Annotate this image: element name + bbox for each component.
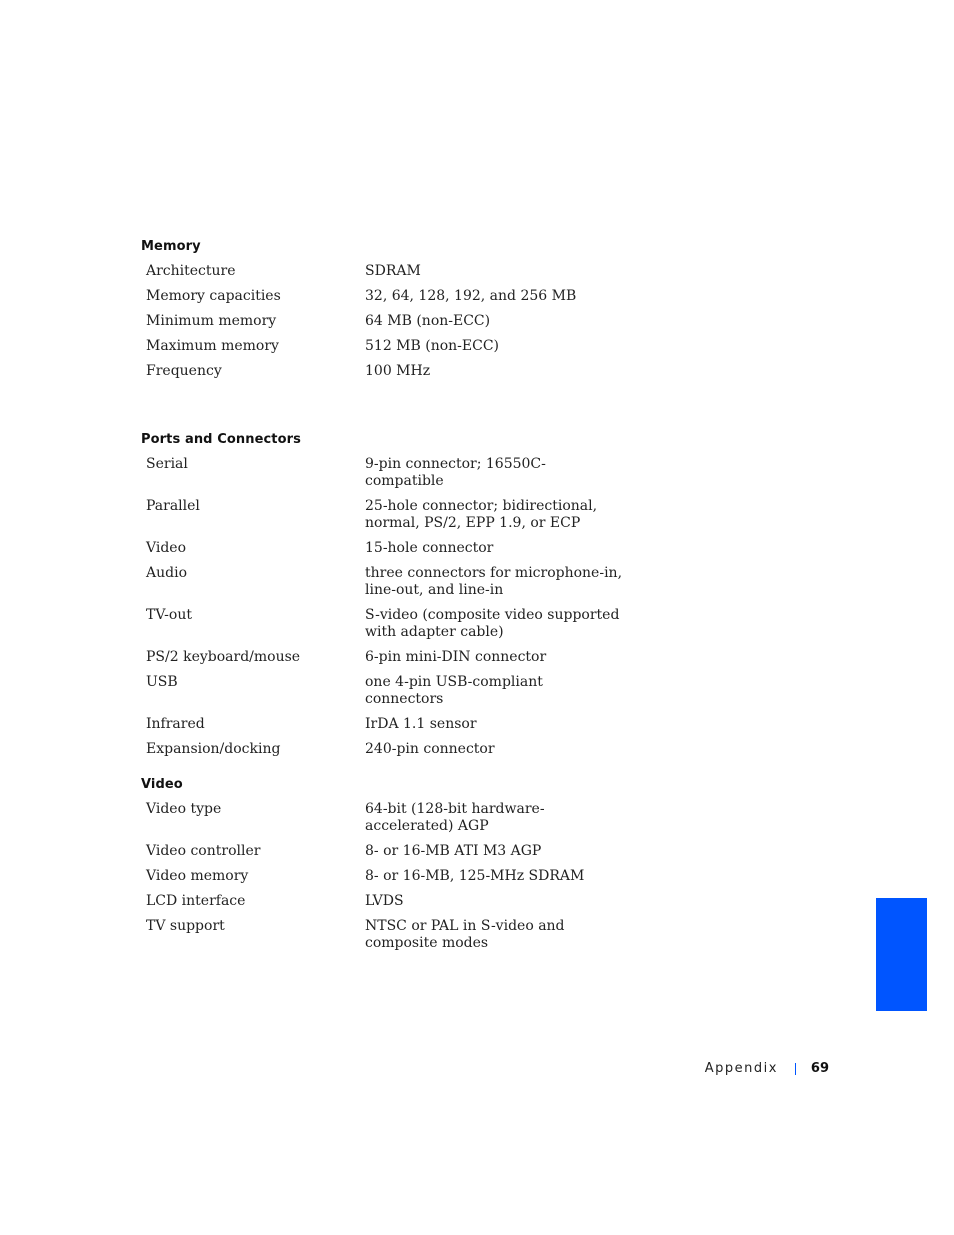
spec-label: PS/2 keyboard/mouse <box>146 649 301 665</box>
footer-separator <box>795 1063 796 1075</box>
spec-label: Video memory <box>146 868 249 884</box>
spec-row <box>141 565 641 599</box>
spec-label: Video controller <box>146 843 261 859</box>
memory-heading: Memory <box>141 239 201 254</box>
spec-label: Infrared <box>146 716 205 732</box>
spec-value: IrDA 1.1 sensor <box>365 716 477 732</box>
spec-label: Minimum memory <box>146 313 277 329</box>
spec-row <box>141 868 641 885</box>
spec-value: 64-bit (128-bit hardware-accelerated) AGP <box>365 801 545 834</box>
spec-label: Frequency <box>146 363 222 379</box>
spec-value: NTSC or PAL in S-video and composite modes <box>365 918 565 951</box>
spec-row <box>141 313 641 330</box>
spec-value: 240-pin connector <box>365 741 495 757</box>
chapter-tab <box>876 898 927 1011</box>
spec-value: 25-hole connector; bidirectional, normal, PS/2, EPP 1.9, or ECP <box>365 498 598 531</box>
page-number: 69 <box>810 1061 829 1076</box>
spec-label: Video type <box>146 801 222 817</box>
spec-label: Architecture <box>146 263 236 279</box>
spec-label: TV-out <box>146 607 192 623</box>
spec-row <box>141 801 641 835</box>
spec-label: USB <box>146 674 178 690</box>
spec-row <box>141 674 641 708</box>
spec-label: Memory capacities <box>146 288 281 304</box>
spec-label: Expansion/docking <box>146 741 281 757</box>
video-heading: Video <box>141 777 183 792</box>
ports-heading: Ports and Connectors <box>141 432 302 447</box>
page-footer <box>705 1061 829 1076</box>
spec-row <box>141 456 641 490</box>
spec-label: Serial <box>146 456 188 472</box>
spec-value: SDRAM <box>365 263 421 279</box>
spec-value: LVDS <box>365 893 404 909</box>
spec-value: 8- or 16-MB ATI M3 AGP <box>365 843 542 859</box>
spec-value: three connectors for microphone-in, line-out, and line-in <box>365 565 623 598</box>
spec-label: TV support <box>146 918 225 934</box>
spec-value: 100 MHz <box>365 363 431 379</box>
spec-value: 32, 64, 128, 192, and 256 MB <box>365 288 577 304</box>
spec-row <box>141 716 641 733</box>
spec-value: S-video (composite video supported with adapter cable) <box>365 607 620 640</box>
video-section <box>141 776 641 960</box>
spec-row <box>141 288 641 305</box>
spec-label: Audio <box>146 565 187 581</box>
spec-row <box>141 893 641 910</box>
ports-section <box>141 431 641 766</box>
spec-row <box>141 918 641 952</box>
spec-label: Parallel <box>146 498 200 514</box>
spec-row <box>141 741 641 758</box>
spec-value: 8- or 16-MB, 125-MHz SDRAM <box>365 868 585 884</box>
spec-row <box>141 540 641 557</box>
spec-row <box>141 649 641 666</box>
spec-value: 512 MB (non-ECC) <box>365 338 500 354</box>
spec-row <box>141 263 641 280</box>
spec-row <box>141 363 641 380</box>
spec-row <box>141 843 641 860</box>
spec-value: 9-pin connector; 16550C-compatible <box>365 456 546 489</box>
spec-row <box>141 498 641 532</box>
spec-label: LCD interface <box>146 893 246 909</box>
footer-section-label: Appendix <box>704 1061 778 1076</box>
spec-value: one 4-pin USB-compliant connectors <box>365 674 543 707</box>
spec-label: Video <box>146 540 187 556</box>
memory-section <box>141 238 641 388</box>
spec-label: Maximum memory <box>146 338 279 354</box>
spec-row <box>141 607 641 641</box>
spec-value: 15-hole connector <box>365 540 494 556</box>
spec-value: 6-pin mini-DIN connector <box>365 649 547 665</box>
spec-row <box>141 338 641 355</box>
spec-value: 64 MB (non-ECC) <box>365 313 491 329</box>
